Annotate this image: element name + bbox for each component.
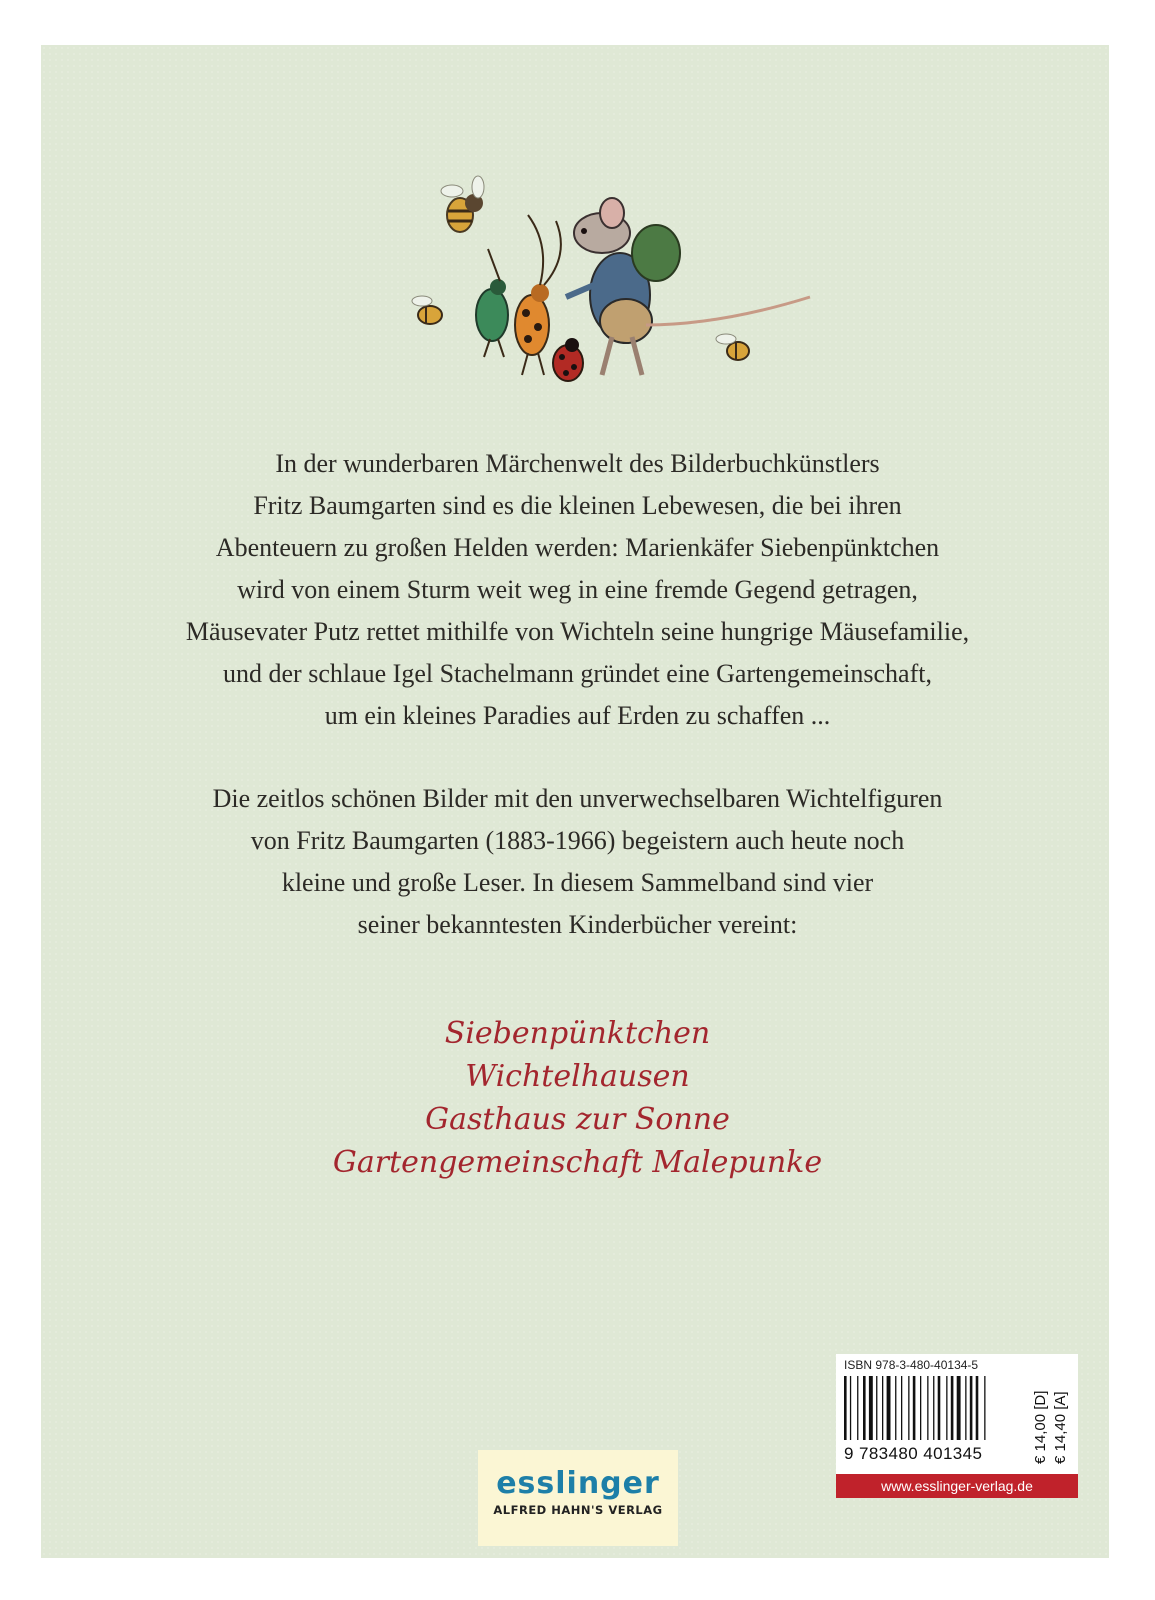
blurb-paragraph-1 (100, 443, 1055, 737)
blurb-line: Die zeitlos schönen Bilder mit den unverwechselbaren Wichtelfiguren (212, 784, 943, 813)
blurb-line: um ein kleines Paradies auf Erden zu schaffen ... (324, 701, 831, 730)
publisher-url[interactable]: www.esslinger-verlag.de (836, 1474, 1078, 1498)
blurb-line: Mäusevater Putz rettet mithilfe von Wichteln seine hungrige Mäusefamilie, (185, 617, 970, 646)
book-title: Wichtelhausen (465, 1059, 690, 1094)
blurb-line: und der schlaue Igel Stachelmann gründet eine Gartengemeinschaft, (223, 659, 932, 688)
blurb-line: seiner bekanntesten Kinderbücher vereint: (357, 910, 798, 939)
price-block (1028, 1358, 1074, 1470)
blurb-line: kleine und große Leser. In diesem Sammelband sind vier (281, 868, 874, 897)
orange-beetle-icon (515, 215, 561, 375)
mouse-icon (566, 198, 810, 375)
book-title: Gartengemeinschaft Malepunke (332, 1145, 823, 1180)
book-title: Gasthaus zur Sonne (425, 1102, 730, 1137)
small-bee-right-icon (716, 334, 749, 360)
barcode-digits: 9 783480 401345 (844, 1444, 983, 1463)
blurb-line: In der wunderbaren Märchenwelt des Bilderbuchkünstlers (275, 449, 880, 478)
barcode-label (836, 1354, 1078, 1474)
bee-icon (441, 176, 484, 232)
price-germany: € 14,00 [D] (1032, 1390, 1049, 1464)
small-bee-left-icon (412, 296, 442, 324)
ladybug-icon (553, 338, 583, 381)
price-austria: € 14,40 [A] (1052, 1391, 1069, 1464)
blurb-line: wird von einem Sturm weit weg in eine fremde Gegend getragen, (237, 575, 918, 604)
isbn-text: ISBN 978-3-480-40134-5 (844, 1358, 979, 1372)
book-titles-list (100, 1012, 1055, 1184)
book-title: Siebenpünktchen (444, 1016, 711, 1051)
blurb-paragraph-2 (100, 778, 1055, 946)
blurb-line: Fritz Baumgarten sind es die kleinen Lebewesen, die bei ihren (253, 491, 902, 520)
publisher-logo (478, 1450, 678, 1546)
green-beetle-icon (476, 249, 508, 357)
publisher-logo-word: esslinger (496, 1466, 660, 1501)
animals-illustration (380, 125, 820, 405)
barcode-icon (842, 1376, 1024, 1442)
blurb-line: Abenteuern zu großen Helden werden: Marienkäfer Siebenpünktchen (215, 533, 940, 562)
publisher-subline: ALFRED HAHN'S VERLAG (493, 1503, 663, 1517)
blurb-line: von Fritz Baumgarten (1883-1966) begeistern auch heute noch (250, 826, 905, 855)
